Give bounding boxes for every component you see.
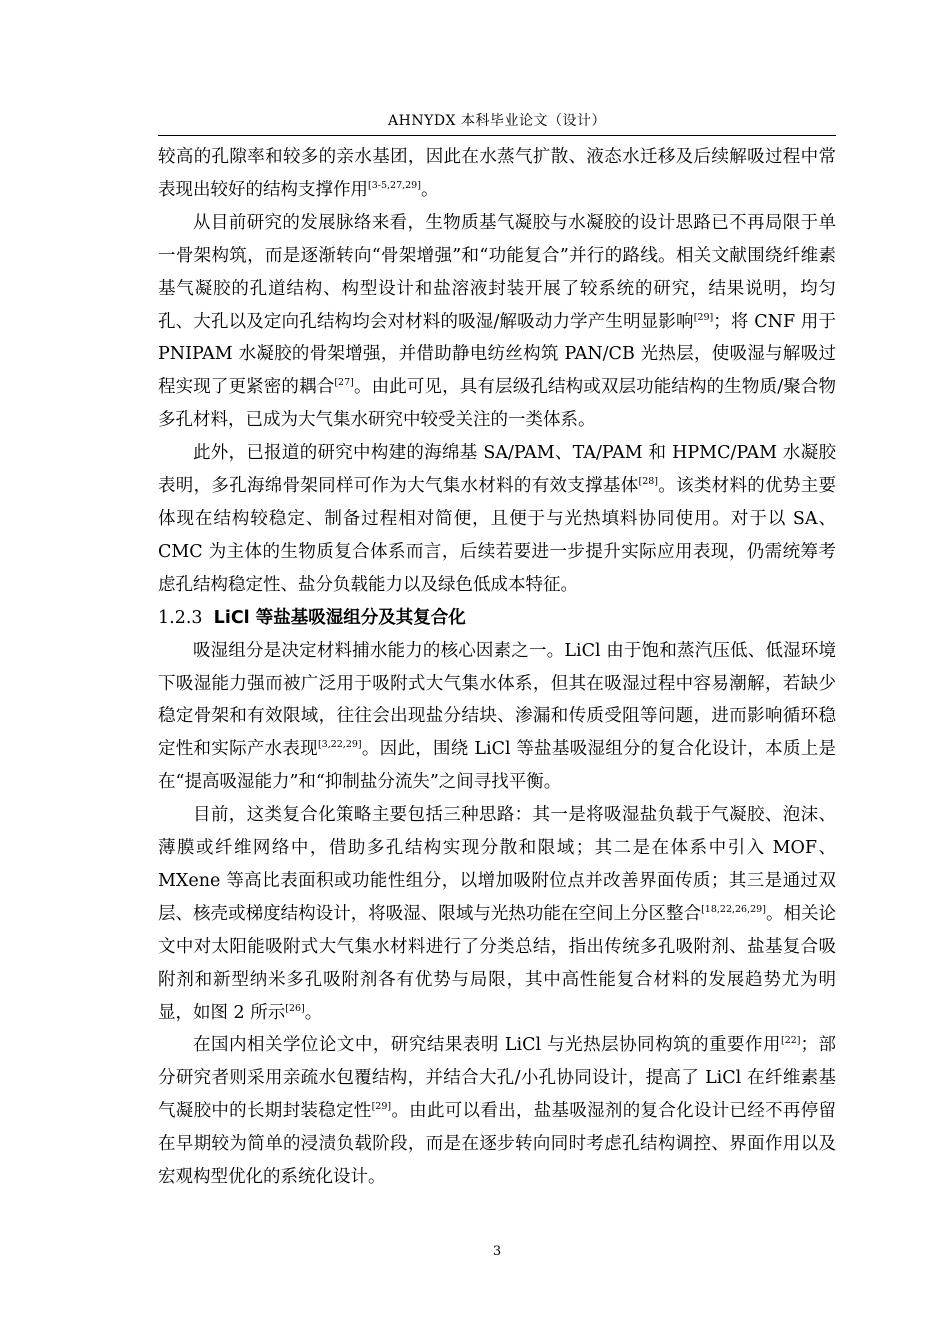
paragraph-hygroscopic xyxy=(158,635,836,800)
paragraph-text: 此外，已报道的研究中构建的海绵基 SA/PAM、TA/PAM 和 HPMC/PAM 水凝胶表明，多孔海绵骨架同样可作为大气集水材料的有效支撑基体 xyxy=(158,443,836,497)
citation: [29] xyxy=(693,311,714,323)
main-body xyxy=(158,141,836,1194)
paragraph-strategies xyxy=(158,799,836,1029)
paragraph-text: 。该类材料的优势主要体现在结构较稳定、制备过程相对简便，且便于与光热填料协同使用。对于以 SA、CMC 为主体的生物质复合体系而言，后续若要进一步提升实际应用表现，仍需统筹考虑孔结构稳定性、盐分负载能力以及绿色低成本特征。 xyxy=(158,476,836,595)
paragraph-development xyxy=(158,207,836,437)
citation: [18,22,26,29] xyxy=(701,903,766,915)
section-number: 1.2.3 xyxy=(158,607,203,628)
paragraph-text: 目前，这类复合化策略主要包括三种思路：其一是将吸湿盐负载于气凝胶、泡沫、薄膜或纤维网络中，借助多孔结构实现分散和限域；其二是在体系中引入 MOF、MXene 等高比表面积或功能性组分，以增加吸附位点并改善界面传质；其三是通过双层、核壳或梯度结构设计，将吸湿、限域与光热功能在空间上分区整合 xyxy=(158,805,836,924)
citation: [27] xyxy=(334,377,354,389)
paragraph-text: 较高的孔隙率和较多的亲水基团，因此在水蒸气扩散、液态水迁移及后续解吸过程中常表现出较好的结构支撑作用 xyxy=(158,147,836,200)
citation: [28] xyxy=(638,476,659,488)
citation: [26] xyxy=(285,1002,305,1014)
citation: [3,22,29] xyxy=(317,739,362,751)
paragraph-domestic xyxy=(158,1029,836,1194)
paragraph-text: 。由此可以看出，盐基吸湿剂的复合化设计已经不再停留在早期较为简单的浸渍负载阶段，而是在逐步转向同时考虑孔结构调控、界面作用以及宏观构型优化的系统化设计。 xyxy=(158,1101,836,1188)
paragraph-text: 。由此可见，具有层级孔结构或双层功能结构的生物质/聚合物多孔材料，已成为大气集水研究中较受关注的一类体系。 xyxy=(158,377,836,431)
paragraph-text: 。相关论文中对太阳能吸附式大气集水材料进行了分类总结，指出传统多孔吸附剂、盐基复合吸附剂和新型纳米多孔吸附剂各有优势与局限，其中高性能复合材料的发展趋势尤为明显，如图 2 所示 xyxy=(158,903,836,1023)
paragraph-text: ；部分研究者则采用亲疏水包覆结构，并结合大孔/小孔协同设计，提高了 LiCl 在纤维素基气凝胶中的长期封装稳定性 xyxy=(158,1035,837,1122)
page-number: 3 xyxy=(492,1244,502,1259)
paragraph-text: 。因此，围绕 LiCl 等盐基吸湿组分的复合化设计，本质上是在“提高吸湿能力”和“抑制盐分流失”之间寻找平衡。 xyxy=(158,739,836,793)
paragraph-text: 。 xyxy=(420,179,439,200)
running-header: AHNYDX 本科毕业论文（设计） xyxy=(388,113,606,129)
header-rule xyxy=(158,135,836,136)
citation: [29] xyxy=(371,1101,392,1113)
citation: [3-5,27,29] xyxy=(368,179,421,191)
paragraph-text: 吸湿组分是决定材料捕水能力的核心因素之一。LiCl 由于饱和蒸汽压低、低湿环境下吸湿能力强而被广泛用于吸附式大气集水体系，但其在吸湿过程中容易潮解，若缺少稳定骨架和有效限域，往往会出现盐分结块、渗漏和传质受阻等问题，进而影响循环稳定性和实际产水表现 xyxy=(158,640,836,760)
paragraph-continuation xyxy=(158,141,836,207)
section-title: LiCl 等盐基吸湿组分及其复合化 xyxy=(213,607,466,628)
paragraph-text: ；将 CNF 用于 PNIPAM 水凝胶的骨架增强，并借助静电纺丝构筑 PAN/CB 光热层，使吸湿与解吸过程实现了更紧密的耦合 xyxy=(158,311,836,398)
citation: [22] xyxy=(781,1035,801,1047)
paragraph-text: 在国内相关学位论文中，研究结果表明 LiCl 与光热层协同构筑的重要作用 xyxy=(193,1035,781,1056)
section-heading xyxy=(158,602,836,635)
paragraph-text: 。 xyxy=(304,1002,323,1023)
paragraph-sponge xyxy=(158,437,836,602)
paragraph-text: 从目前研究的发展脉络来看，生物质基气凝胶与水凝胶的设计思路已不再局限于单一骨架构筑，而是逐渐转向“骨架增强”和“功能复合”并行的路线。相关文献围绕纤维素基气凝胶的孔道结构、构型设计和盐溶液封装开展了较系统的研究，结果说明，均匀孔、大孔以及定向孔结构均会对材料的吸湿/解吸动力学产生明显影响 xyxy=(158,212,836,332)
